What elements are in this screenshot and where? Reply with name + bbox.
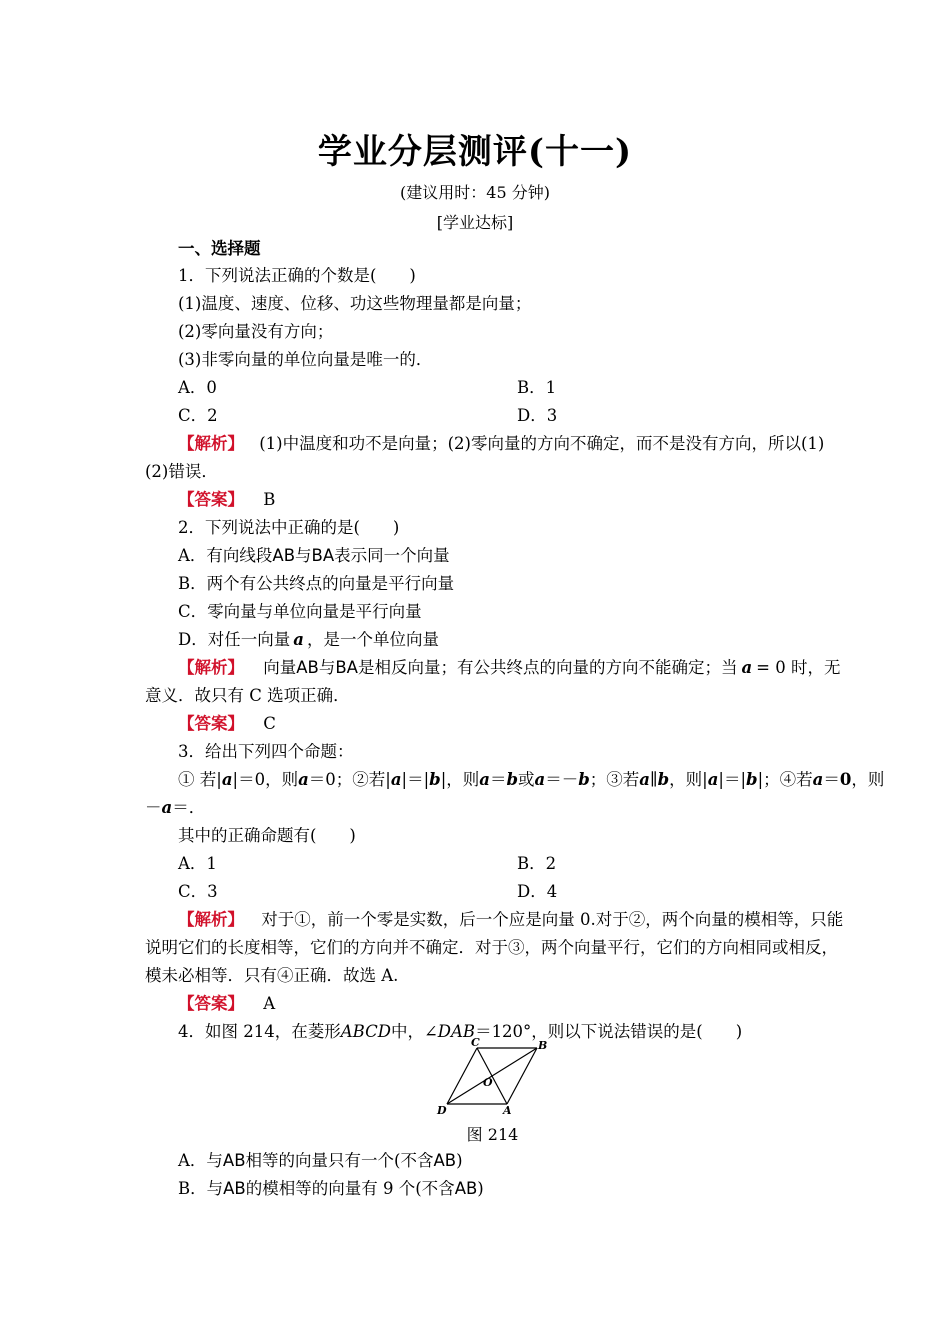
answer-label: 【答案】 <box>178 490 244 509</box>
q2-option-b: B．两个有公共终点的向量是平行向量 <box>178 574 455 593</box>
q3-analysis-text-2: 说明它们的长度相等，它们的方向并不确定．对于③，两个向量平行，它们的方向相同或相反， <box>145 938 838 957</box>
q2-option-a-and: 与 <box>295 546 312 565</box>
section-tag: [学业达标] <box>436 213 514 232</box>
vector-ab: AB <box>433 1151 457 1170</box>
q2-option-a-pre: A．有向线段 <box>178 546 273 565</box>
answer-label: 【答案】 <box>178 994 244 1013</box>
vector-ab: AB <box>454 1179 478 1198</box>
label-a: A <box>503 1104 512 1117</box>
label-b: B <box>538 1039 548 1052</box>
q1-option-d: D．3 <box>517 406 558 425</box>
q3-analysis-text-1: 对于①，前一个零是实数，后一个应是向量 0.对于②，两个向量的模相等，只能 <box>261 910 844 929</box>
q3-propositions-line-2: －a＝． <box>145 798 206 817</box>
q3-propositions-line-1: ① 若|a|＝0，则a＝0；②若|a|＝|b|，则a＝b或a＝－b；③若a∥b，则|a|＝|b|；④若a＝0，则 <box>178 770 885 789</box>
q2-option-a-post: 表示同一个向量 <box>334 546 450 565</box>
q1-analysis-line-1 <box>178 433 824 455</box>
var-a: a <box>741 658 753 677</box>
vector-ab: AB <box>223 1179 246 1198</box>
q1-option-b: B．1 <box>517 378 557 397</box>
figure-caption: 图 214 <box>466 1125 519 1144</box>
q3-option-c: C．3 <box>178 882 218 901</box>
q2-analysis-mid: 是相反向量；有公共终点的向量的方向不能确定；当 <box>357 658 738 677</box>
edge-ba <box>507 1048 537 1104</box>
q2-analysis-and: 与 <box>318 658 336 677</box>
q2-option-a <box>178 545 450 567</box>
q4-option-b: B．与AB的模相等的向量有 9 个(不含AB) <box>178 1179 484 1198</box>
q2-option-d <box>178 629 439 651</box>
q2-analysis-pre: 向量 <box>263 658 297 677</box>
vector-ab: AB <box>272 546 296 565</box>
part-heading: 一、选择题 <box>178 239 261 258</box>
q1-analysis-text-1: (1)中温度和功不是向量；(2)零向量的方向不确定，而不是没有方向，所以(1) <box>259 434 825 453</box>
label-o: O <box>483 1076 493 1089</box>
time-note: (建议用时：45 分钟) <box>400 183 550 202</box>
q3-option-b: B．2 <box>517 854 557 873</box>
q1-answer: B <box>263 490 276 509</box>
q3-option-a: A．1 <box>178 854 217 873</box>
q1-statement-3: (3)非零向量的单位向量是唯一的． <box>178 350 433 369</box>
rhombus-figure <box>430 1038 560 1118</box>
q2-stem: 2．下列说法中正确的是( ) <box>178 518 400 537</box>
q1-stem: 1．下列说法正确的个数是( ) <box>178 266 416 285</box>
q2-option-d-post: ，是一个单位向量 <box>306 630 439 649</box>
analysis-label: 【解析】 <box>178 658 244 677</box>
label-c: C <box>471 1038 480 1049</box>
q2-option-c: C．零向量与单位向量是平行向量 <box>178 602 422 621</box>
label-d: D <box>437 1104 447 1117</box>
q3-option-d: D．4 <box>517 882 558 901</box>
q3-analysis-line-1 <box>178 909 843 931</box>
q3-stem: 3．给出下列四个命题： <box>178 742 354 761</box>
q3-answer: A <box>263 994 276 1013</box>
var-a: a <box>293 630 304 649</box>
edge-dc <box>447 1048 477 1104</box>
analysis-label: 【解析】 <box>178 434 244 453</box>
q2-analysis-line-1 <box>178 657 841 679</box>
vector-ab: AB <box>296 658 319 677</box>
analysis-label: 【解析】 <box>178 910 244 929</box>
q1-answer-line <box>178 489 275 511</box>
answer-label: 【答案】 <box>178 714 244 733</box>
q4-option-a: A．与AB相等的向量只有一个(不含AB) <box>178 1151 463 1170</box>
vector-ba: BA <box>311 546 335 565</box>
q2-answer: C <box>263 714 276 733</box>
q1-option-c: C．2 <box>178 406 218 425</box>
q1-statement-1: (1)温度、速度、位移、功这些物理量都是向量； <box>178 294 532 313</box>
vector-ba: BA <box>335 658 358 677</box>
vector-ab: AB <box>222 1151 246 1170</box>
q3-prompt: 其中的正确命题有( ) <box>178 826 356 845</box>
page-title: 学业分层测评(十一) <box>317 132 633 172</box>
q4-stem: 4．如图 214，在菱形ABCD中，∠DAB＝120°，则以下说法错误的是( ) <box>178 1022 743 1041</box>
q3-answer-line <box>178 993 275 1015</box>
q1-option-a: A．0 <box>178 378 217 397</box>
q2-answer-line <box>178 713 276 735</box>
q2-analysis-eq: = 0 时，无 <box>756 658 841 677</box>
q2-analysis-text-2: 意义．故只有 C 选项正确． <box>145 686 350 705</box>
q2-option-d-pre: D．对任一向量 <box>178 630 291 649</box>
q3-analysis-text-3: 模未必相等．只有④正确．故选 A. <box>145 966 399 985</box>
q1-statement-2: (2)零向量没有方向； <box>178 322 334 341</box>
q1-analysis-text-2: (2)错误． <box>145 462 218 481</box>
